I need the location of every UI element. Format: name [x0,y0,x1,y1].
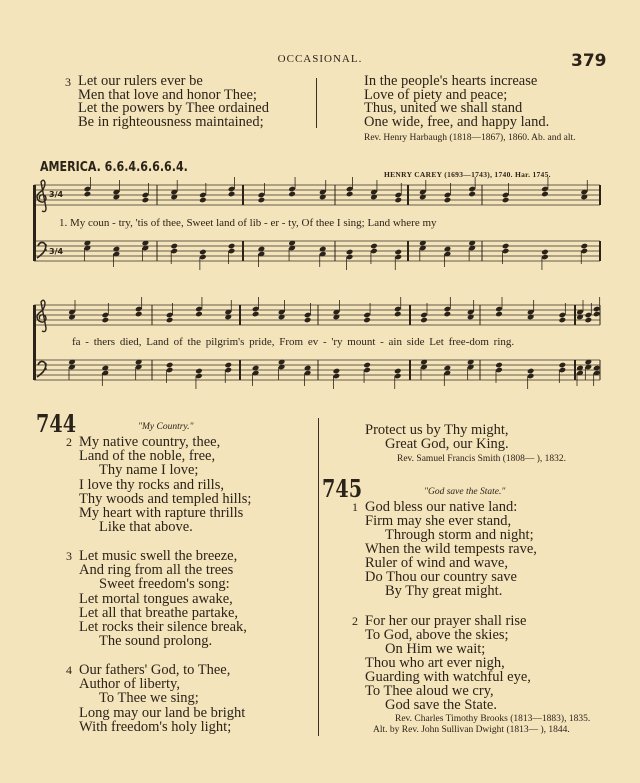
verse-line: Love of piety and peace; [364,86,508,103]
note-head [304,317,312,324]
verse-line: Thus, united we shall stand [364,100,523,117]
verse-line: On Him we wait; [385,641,486,657]
verse-line: Great God, our King. [385,435,509,452]
verse-line: Thou who art ever nigh, [365,655,505,671]
note-head [102,317,110,324]
note-head [495,362,503,369]
verse-line: Land of the noble, free, [79,448,216,465]
note-head [166,362,174,369]
lyrics-line-1: 1. My coun - try, 'tis of thee, Sweet land of lib - er - ty, Of thee I sing; Land where my [59,217,437,229]
note-head [170,243,178,250]
bass-clef-dot [45,363,47,365]
note-head [333,368,341,375]
attribution: Rev. Samuel Francis Smith (1808— ), 1832. [397,454,567,464]
note-head [394,311,402,318]
stanza-number: 3 [65,75,71,89]
note-head [346,249,354,256]
hymn-number: 744 [36,409,77,438]
brace [33,185,36,261]
note-head [394,197,402,204]
note-head [444,197,452,204]
note-head [84,191,92,198]
lyrics-line-2: fa - thers died, Land of the pilgrim's pride, From ev - 'ry mount - ain side Let free-dom ring. [72,336,515,348]
note-head [363,317,371,324]
verse-line: Long may our land be bright [79,704,246,721]
tune-name: AMERICA. 6.6.4.6.6.6.4. [40,160,188,175]
verse-line: Let the powers by Thee ordained [78,100,269,117]
verse-line: To Thee aloud we cry, [365,683,494,699]
note-head [420,317,428,324]
bass-clef-dot [45,249,47,251]
time-signature-bass: 3/4 [49,247,64,256]
page-number: 379 [571,51,607,71]
verse-line: To Thee we sing; [99,690,199,707]
attribution: Alt. by Rev. John Sullivan Dwight (1813— ), 1844. [373,725,570,735]
verse-line: One wide, free, and happy land. [364,113,550,130]
stanza [352,499,537,599]
bass-clef-dot [45,244,47,246]
verse-line: God bless our native land: [365,499,518,515]
note-head [199,197,207,204]
note-head [559,317,567,324]
verse-line: To God, above the skies; [365,627,509,643]
verse-line: Our fathers' God, to Thee, [79,662,231,678]
stanza [66,434,252,536]
note-head [199,249,207,256]
note-head [195,311,203,318]
time-signature-treble: 3/4 [49,190,64,199]
verse-line: Guarding with watchful eye, [365,669,531,685]
note-head [593,311,601,318]
verse-line: The sound prolong. [99,633,213,650]
note-head [346,191,354,198]
verse-line: Men that love and honor Thee; [78,86,257,103]
note-head [502,243,510,250]
note-head [527,368,535,375]
note-head [135,311,143,318]
tune-composer: HENRY CAREY (1693—1743), 1740. Har. 1745. [384,170,551,179]
verse-line: Be in righteousness maintained; [78,113,264,130]
verse-line: Let mortal tongues awake, [79,590,233,607]
note-head [252,311,260,318]
note-head [363,362,371,369]
verse-line: Thy name I love; [99,462,199,479]
note-head [224,362,232,369]
verse-line: Author of liberty, [79,676,180,693]
note-head [166,317,174,324]
stanza-number: 2 [352,614,358,628]
stanza [66,548,247,650]
verse-line: Let rocks their silence break, [79,618,247,635]
note-head [444,311,452,318]
verse-line: Let our rulers ever be [78,73,203,89]
verse-line: Let music swell the breeze, [79,548,238,564]
stanza [352,613,531,713]
note-head [502,197,510,204]
stanza-number: 1 [352,500,358,514]
verse-line: I love thy rocks and rills, [79,476,224,493]
bass-clef-dot [45,368,47,370]
note-head [228,191,236,198]
verse-line: In the people's hearts increase [364,73,538,89]
verse-line: For her our prayer shall rise [365,613,527,629]
column-divider [318,418,319,736]
note-head [195,368,203,375]
note-head [258,197,266,204]
verse-line: And ring from all the trees [79,562,234,579]
attribution: Rev. Charles Timothy Brooks (1813—1883), 1835. [395,714,591,724]
brace [33,305,36,380]
verse-line: Through storm and night; [385,527,534,543]
note-head [559,362,567,369]
verse-line: Let all that breathe partake, [79,604,239,621]
stanza [66,662,246,735]
hymn-title: "God save the State." [424,487,506,497]
verse-line: By Thy great might. [385,583,503,599]
note-head [541,191,549,198]
verse-line: Protect us by Thy might, [365,422,509,438]
verse-line: Sweet freedom's song: [99,576,230,593]
note-head [394,249,402,256]
verse-line: Ruler of wind and wave, [365,555,508,571]
running-head: OCCASIONAL. [277,53,363,65]
verse-line: Do Thou our country save [365,569,517,585]
attribution: Rev. Henry Harbaugh (1818—1867), 1860. Ab. and alt. [364,133,576,143]
verse-line: Firm may she ever stand, [365,513,512,529]
verse-line: When the wild tempests rave, [365,541,537,557]
verse-line: Thy woods and templed hills; [79,490,252,507]
note-head [142,197,150,204]
hymn-744-continuation [365,424,509,451]
note-head [541,249,549,256]
verse-line: With freedom's holy light; [79,718,232,735]
note-head [468,191,476,198]
hymn-number: 745 [322,474,363,503]
stanza-number: 4 [66,663,72,677]
hymn-title: "My Country." [138,422,194,432]
note-head [580,243,588,250]
note-head [228,243,236,250]
note-head [288,191,296,198]
note-head [370,243,378,250]
note-head [495,311,503,318]
verse-line: My native country, thee, [79,434,221,450]
stanza-number: 2 [66,435,72,449]
verse-line: Like that above. [99,519,193,536]
verse-line: My heart with rapture thrills [79,504,244,521]
note-head [585,317,593,324]
note-head [394,368,402,375]
verse-line: God save the State. [385,697,497,713]
stanza-number: 3 [66,549,72,563]
